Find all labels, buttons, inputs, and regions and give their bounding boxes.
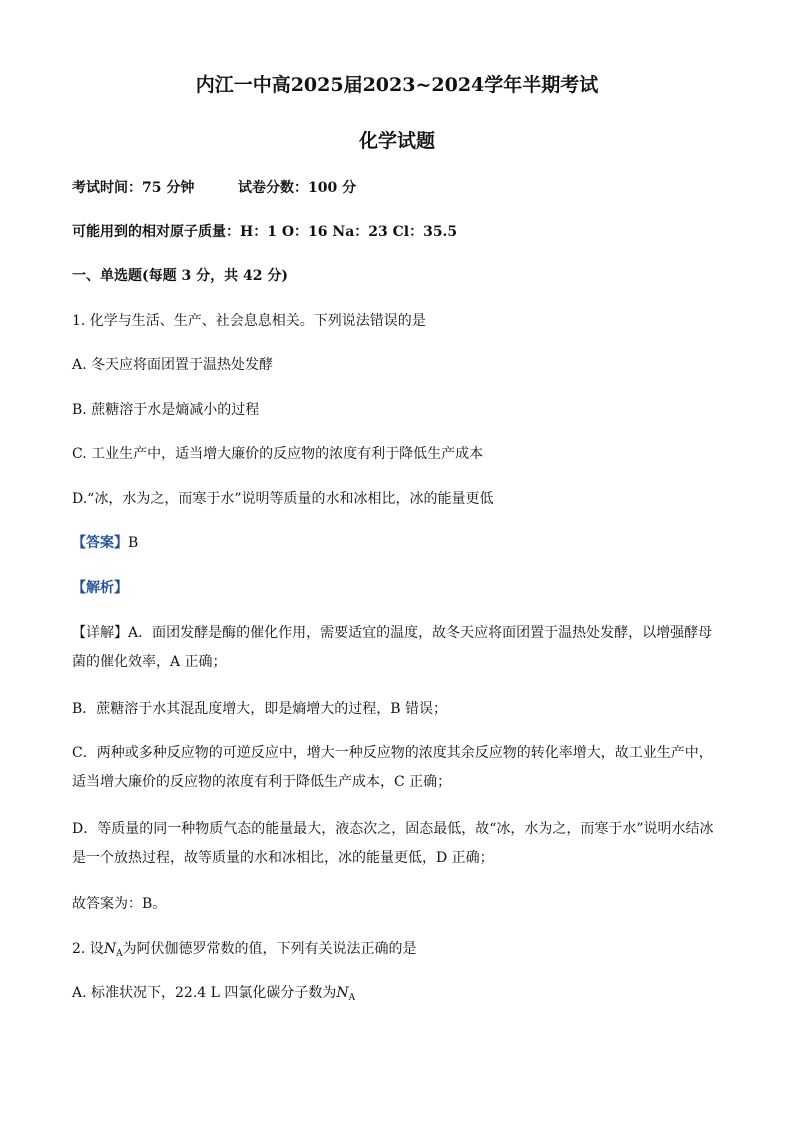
- detail-a-text: A．面团发酵是酶的催化作用，需要适宜的温度，故冬天应将面团置于温热处发酵，以增强酵母菌的催化效率，A 正确；: [72, 625, 713, 670]
- detail-b: B．蔗糖溶于水其混乱度增大，即是熵增大的过程，B 错误；: [72, 701, 448, 717]
- answer-value: B: [128, 535, 139, 551]
- detail-d: D．等质量的同一种物质气态的能量最大，液态次之，固态最低，故“冰，水为之，而寒于水”说明水结冰是一个放热过程，故等质量的水和冰相比，冰的能量更低，D 正确；: [72, 821, 714, 866]
- analysis-line: [72, 578, 128, 598]
- question-2-stem: [72, 939, 417, 964]
- exam-subtitle: 化学试题: [358, 130, 435, 152]
- avogadro-symbol: N: [336, 985, 349, 1001]
- exam-title: 内江一中高2025届2023~2024学年半期考试: [195, 74, 599, 96]
- answer-tag: 【答案】: [72, 535, 128, 551]
- conclusion: 故答案为：B。: [72, 896, 167, 912]
- detail-a: [72, 619, 722, 677]
- question-2-suffix: 为阿伏伽德罗常数的值，下列有关说法正确的是: [122, 941, 417, 957]
- question-2-option-a: [72, 983, 355, 1008]
- question-2-prefix: 2. 设: [72, 941, 104, 957]
- question-1-option-a: A. 冬天应将面团置于温热处发酵: [72, 357, 274, 373]
- question-1-option-d: D.“冰，水为之，而寒于水”说明等质量的水和冰相比，冰的能量更低: [72, 491, 494, 507]
- avogadro-subscript: A: [116, 949, 123, 959]
- question-1-option-c: C. 工业生产中，适当增大廉价的反应物的浓度有利于降低生产成本: [72, 446, 484, 462]
- answer-line: [72, 533, 138, 553]
- exam-score: 试卷分数：100 分: [238, 180, 357, 196]
- section-heading: 一、单选题(每题 3 分，共 42 分): [72, 268, 288, 284]
- question-1-option-b: B. 蔗糖溶于水是熵减小的过程: [72, 402, 260, 418]
- detail-tag: 【详解】: [72, 625, 128, 641]
- avogadro-symbol: N: [103, 941, 117, 957]
- avogadro-subscript: A: [348, 993, 356, 1003]
- question-1-stem: 1. 化学与生活、生产、社会息息相关。下列说法错误的是: [72, 313, 426, 329]
- analysis-tag: 【解析】: [72, 580, 128, 596]
- detail-c: C．两种或多种反应物的可逆反应中，增大一种反应物的浓度其余反应物的转化率增大，故工业生产中，适当增大廉价的反应物的浓度有利于降低生产成本，C 正确；: [72, 745, 713, 790]
- exam-time: 考试时间：75 分钟: [72, 180, 195, 196]
- question-2-option-a-text: A. 标准状况下，22.4 L 四氯化碳分子数为: [72, 985, 337, 1001]
- atomic-masses: 可能用到的相对原子质量：H：1 O：16 Na：23 Cl：35.5: [72, 224, 458, 240]
